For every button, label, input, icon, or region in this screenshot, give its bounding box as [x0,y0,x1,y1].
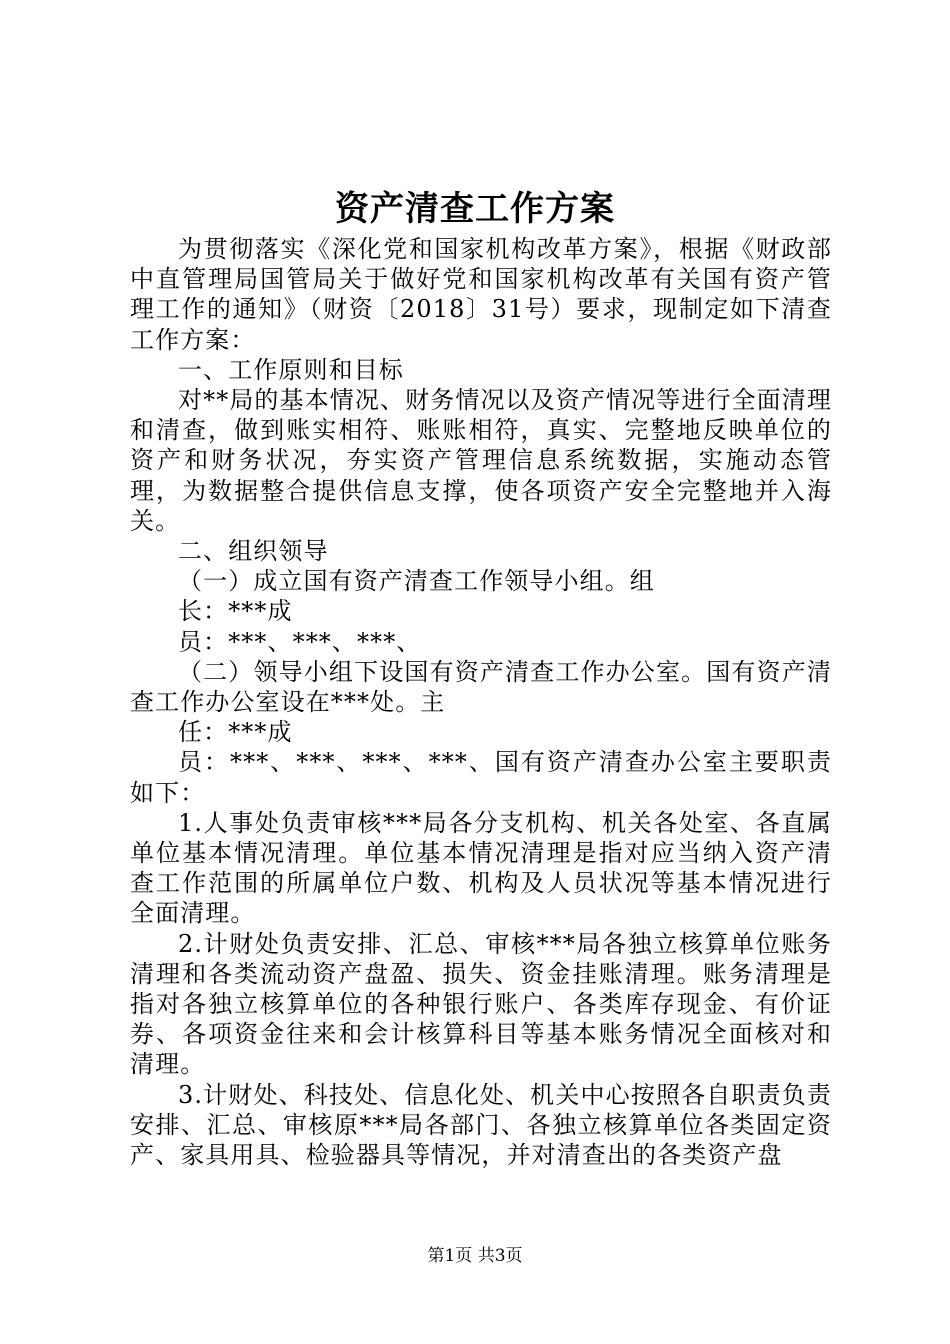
page-footer: 第1页 共3页 [427,1246,523,1266]
paragraph-duty-3: 3.计财处、科技处、信息化处、机关中心按照各自职责负责安排、汇总、审核原***局各部门、各独立核算单位各类固定资产、家具用具、检验器具等情况，并对清查出的各类资产盘 [130,1080,832,1170]
paragraph-duty-2: 2.计财处负责安排、汇总、审核***局各独立核算单位账务清理和各类流动资产盘盈、损失、资金挂账清理。账务清理是指对各独立核算单位的各种银行账户、各类库存现金、有价证券、各项资金往来和会计核算科目等基本账务情况全面核对和清理。 [130,929,832,1079]
paragraph-office: （二）领导小组下设国有资产清查工作办公室。国有资产清查工作办公室设在***处。主 [130,657,832,717]
paragraph-group-leader: 长：***成 [178,597,293,626]
paragraph-group-members: 员：***、***、***、 [178,627,422,656]
heading-principles: 一、工作原则和目标 [178,355,404,384]
paragraph-intro: 为贯彻落实《深化党和国家机构改革方案》，根据《财政部中直管理局国管局关于做好党和国家机构改革有关国有资产管理工作的通知》（财资〔2018〕31号）要求，现制定如下清查工作方案： [130,235,832,354]
heading-organization: 二、组织领导 [178,537,329,566]
paragraph-principles: 对**局的基本情况、财务情况以及资产情况等进行全面清理和清查，做到账实相符、账账相符，真实、完整地反映单位的资产和财务状况，夯实资产管理信息系统数据，实施动态管理，为数据整合提供信息支撑，使各项资产安全完整地并入海关。 [130,386,832,535]
paragraph-office-members: 员：***、***、***、***、国有资产清查办公室主要职责如下： [130,748,832,807]
document-body [130,234,832,1170]
paragraph-office-director: 任：***成 [178,718,293,747]
paragraph-leading-group: （一）成立国有资产清查工作领导小组。组 [178,567,655,596]
document-title: 资产清查工作方案 [335,189,615,229]
paragraph-duty-1: 1.人事处负责审核***局各分支机构、机关各处室、各直属单位基本情况清理。单位基本情况清理是指对应当纳入资产清查工作范围的所属单位户数、机构及人员状况等基本情况进行全面清理。 [130,808,832,928]
